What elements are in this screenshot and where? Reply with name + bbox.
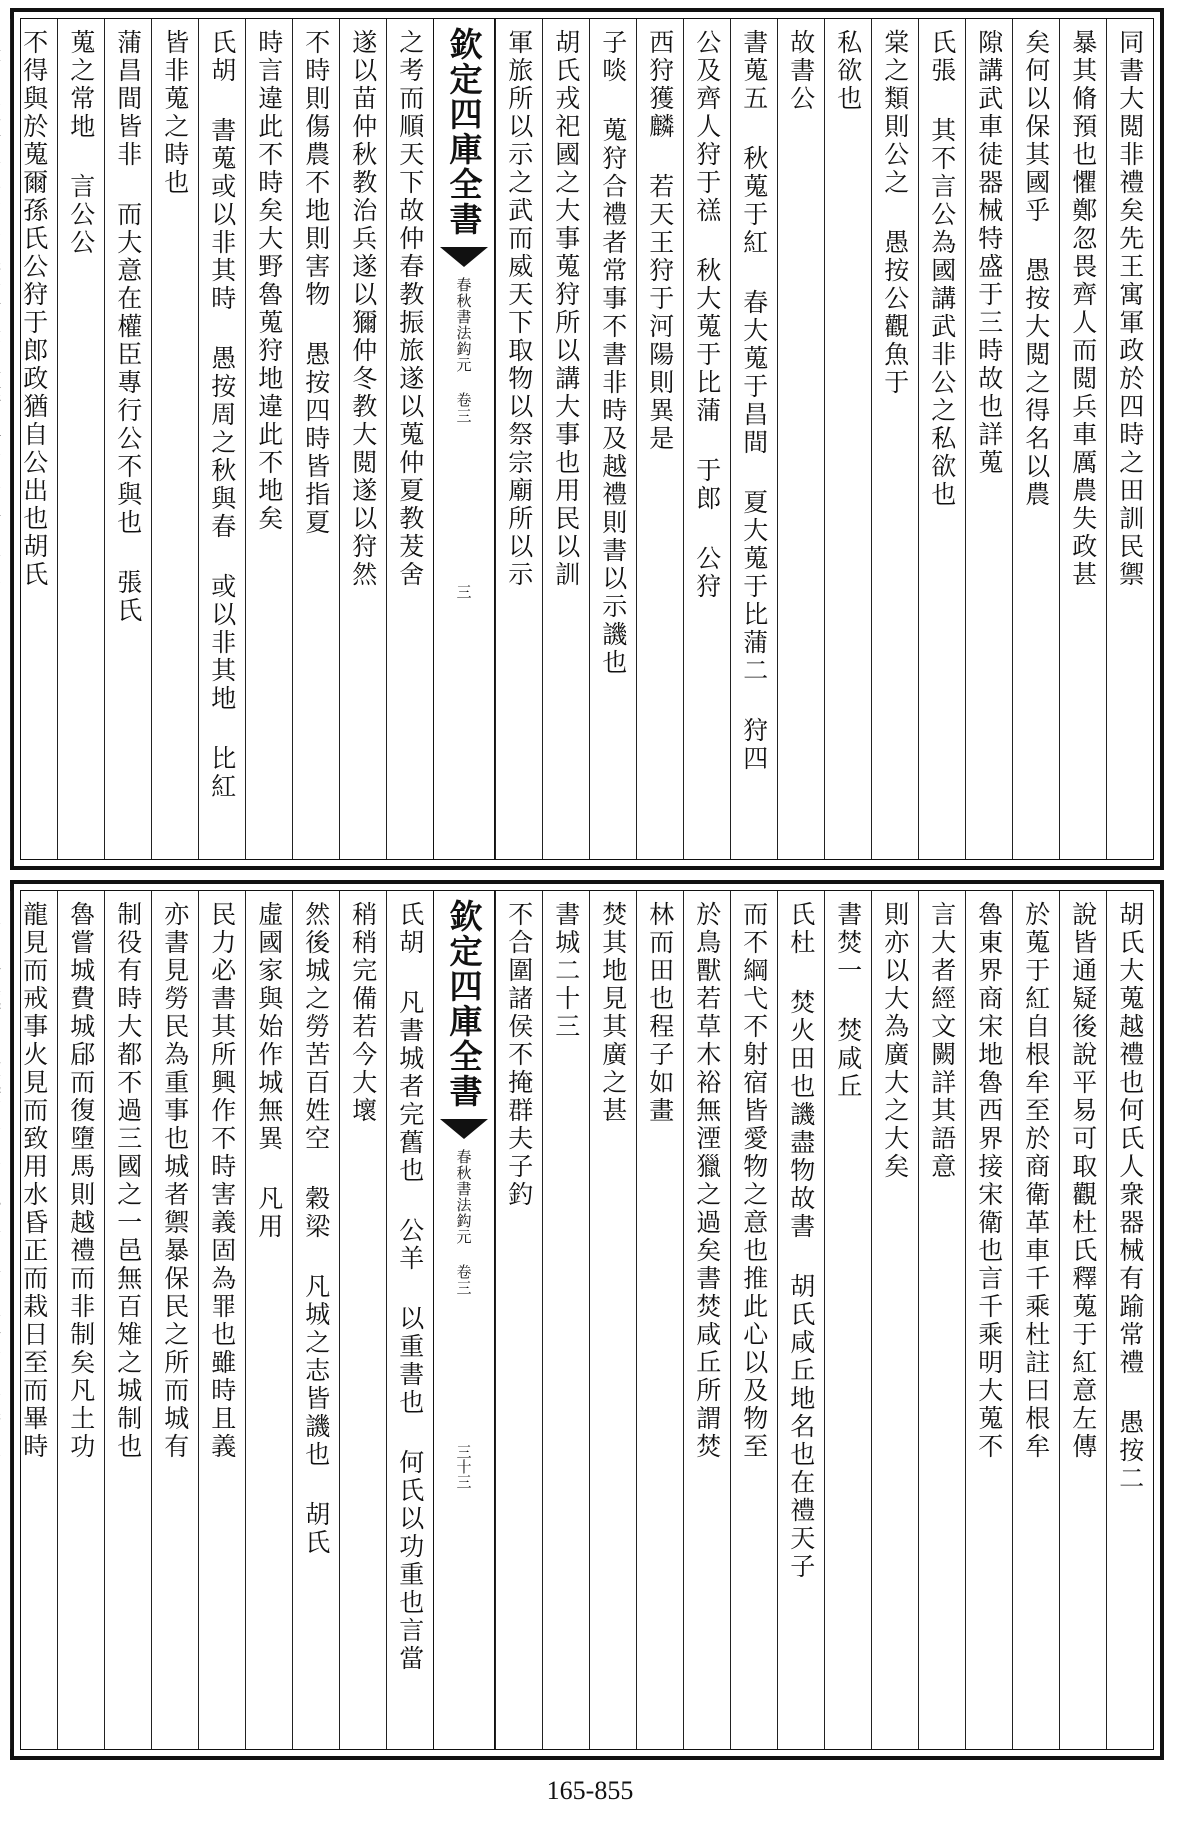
text-column <box>386 19 433 859</box>
folio-number: 三 <box>454 584 473 599</box>
column-text: 亦書見勞民為重事也城者禦暴保民之所而城有 <box>160 901 190 1461</box>
column-text: 時言違此不時矣大野魯蒐狩地違此不地矣 <box>254 29 284 533</box>
text-column <box>495 19 542 859</box>
text-column <box>589 19 636 859</box>
column-text: 龍見而戒事火見而致用水昏正而栽日至而畢時 <box>19 901 49 1461</box>
center-subtitle: 春秋書法鈎元 卷三 <box>454 277 473 424</box>
text-column <box>0 19 10 859</box>
column-text: 矣何以保其國乎 愚按大閲之得名以農 <box>1021 29 1051 509</box>
top-page-frame <box>20 18 1154 860</box>
bottom-page <box>10 880 1164 1760</box>
text-column <box>542 891 589 1749</box>
column-text: 林而田也程子如畫 <box>645 901 675 1125</box>
column-text: 言大者經文闕詳其語意 <box>927 901 957 1181</box>
text-column <box>104 19 151 859</box>
text-column <box>824 891 871 1749</box>
column-text: 皆非蒐之時也 <box>160 29 190 197</box>
text-column <box>10 891 57 1749</box>
text-column <box>0 891 10 1749</box>
column-text: 胡氏戎祀國之大事蒐狩所以講大事也用民以訓 <box>551 29 581 589</box>
column-text: 然後城之勞苦百姓空 穀梁 凡城之志皆譏也 胡氏 <box>301 901 331 1557</box>
text-column <box>10 19 57 859</box>
column-text: 書焚一 焚咸丘 <box>833 901 863 1101</box>
column-text: 氏胡 凡書城者完舊也 公羊 以重書也 何氏以功重也言當 <box>395 901 425 1673</box>
column-text: 隙講武車徒器械特盛于三時故也詳蒐 <box>974 29 1004 477</box>
top-page <box>10 8 1164 870</box>
column-text: 則亦以大為廣大之大矣 <box>880 901 910 1181</box>
text-column <box>292 891 339 1749</box>
column-text: 胡氏大蒐越禮也何氏人衆器械有踰常禮 愚按二 <box>1115 901 1145 1493</box>
column-text: 焚其地見其廣之甚 <box>598 901 628 1125</box>
text-column <box>1106 19 1153 859</box>
text-column <box>1106 891 1153 1749</box>
text-column <box>1059 891 1106 1749</box>
bottom-page-frame <box>20 890 1154 1750</box>
column-text: 氏胡 書蒐或以非其時 愚按周之秋與春 或以非其地 比紅 <box>207 29 237 801</box>
text-column <box>104 891 151 1749</box>
column-text: 於鳥獸若草木裕無湮獵之過矣書焚咸丘所謂焚 <box>692 901 722 1461</box>
column-text: 氏張 其不言公為國講武非公之私欲也 <box>927 29 957 509</box>
column-text <box>0 29 1 589</box>
text-column <box>1012 19 1059 859</box>
text-column <box>636 19 683 859</box>
text-column <box>777 891 824 1749</box>
text-column <box>589 891 636 1749</box>
column-text: 西狩獲麟 若天王狩于河陽則異是 <box>645 29 675 453</box>
text-column <box>683 891 730 1749</box>
center-fold <box>433 19 495 859</box>
text-column <box>777 19 824 859</box>
column-text: 故書公 <box>786 29 816 113</box>
column-text: 不時則傷農不地則害物 愚按四時皆指夏 <box>301 29 331 537</box>
text-column <box>198 19 245 859</box>
text-column <box>151 891 198 1749</box>
text-column <box>824 19 871 859</box>
folio-number: 三十三 <box>454 1444 473 1489</box>
column-text: 軍旅所以示之武而威天下取物以祭宗廟所以示 <box>504 29 534 589</box>
center-fold <box>433 891 495 1749</box>
column-text: 蒐之常地 言公公 <box>66 29 96 257</box>
text-column <box>542 19 589 859</box>
column-text: 稍稍完備若今大壞 <box>348 901 378 1125</box>
text-column <box>57 891 104 1749</box>
text-column <box>918 891 965 1749</box>
text-column <box>339 19 386 859</box>
column-text: 之考而順天下故仲春教振旅遂以蒐仲夏教茇舍 <box>395 29 425 589</box>
column-text: 魯嘗城費城郈而復墮馬則越禮而非制矣凡土功 <box>66 901 96 1461</box>
text-column <box>386 891 433 1749</box>
text-column <box>245 891 292 1749</box>
text-column <box>871 19 918 859</box>
text-column <box>730 19 777 859</box>
text-column <box>151 19 198 859</box>
column-text: 書蒐五 秋蒐于紅 春大蒐于昌間 夏大蒐于比蒲二 狩四 <box>739 29 769 773</box>
center-title: 欽定四庫全書 <box>444 27 484 237</box>
text-column <box>292 19 339 859</box>
column-text: 制役有時大都不過三國之一邑無百雉之城制也 <box>113 901 143 1461</box>
column-text <box>0 901 1 1461</box>
text-column <box>965 19 1012 859</box>
column-text: 不得與於蒐爾孫氏公狩于郎政猶自公出也胡氏 <box>19 29 49 589</box>
column-text: 遂以苗仲秋教治兵遂以獮仲冬教大閲遂以狩然 <box>348 29 378 589</box>
text-column <box>871 891 918 1749</box>
text-column <box>339 891 386 1749</box>
column-text: 氏杜 焚火田也譏盡物故書 胡氏咸丘地名也在禮天子 <box>786 901 816 1581</box>
text-column <box>918 19 965 859</box>
column-text: 而不綱弋不射宿皆愛物之意也推此心以及物至 <box>739 901 769 1461</box>
text-column <box>1012 891 1059 1749</box>
column-text: 於蒐于紅自根牟至於商衛革車千乘杜註曰根牟 <box>1021 901 1051 1461</box>
text-column <box>730 891 777 1749</box>
fish-tail-mark-icon <box>440 247 488 267</box>
fish-tail-mark-icon <box>440 1119 488 1139</box>
column-text: 暴其脩預也懼鄭忽畏齊人而閲兵車厲農失政甚 <box>1068 29 1098 589</box>
column-text: 蒲昌間皆非 而大意在權臣專行公不與也 張氏 <box>113 29 143 625</box>
page-number: 165-855 <box>546 1776 634 1805</box>
column-text: 民力必書其所興作不時害義固為罪也雖時且義 <box>207 901 237 1461</box>
column-text: 不合圍諸侯不掩群夫子釣 <box>504 901 534 1209</box>
column-text: 魯東界商宋地魯西界接宋衛也言千乘明大蒐不 <box>974 901 1004 1461</box>
center-subtitle: 春秋書法鈎元 卷三 <box>454 1149 473 1296</box>
text-column <box>198 891 245 1749</box>
text-column <box>965 891 1012 1749</box>
column-text: 同書大閲非禮矣先王寓軍政於四時之田訓民禦 <box>1115 29 1145 589</box>
column-text: 虛國家與始作城無異 凡用 <box>254 901 284 1241</box>
column-text: 棠之類則公之 愚按公觀魚于 <box>880 29 910 397</box>
text-column <box>57 19 104 859</box>
column-text: 子啖 蒐狩合禮者常事不書非時及越禮則書以示譏也 <box>598 29 628 677</box>
text-column <box>1059 19 1106 859</box>
center-title: 欽定四庫全書 <box>444 899 484 1109</box>
column-text: 說皆通疑後說平易可取觀杜氏釋蒐于紅意左傳 <box>1068 901 1098 1461</box>
text-column <box>683 19 730 859</box>
column-text: 私欲也 <box>833 29 863 113</box>
text-column <box>245 19 292 859</box>
text-column <box>495 891 542 1749</box>
text-column <box>636 891 683 1749</box>
column-text: 公及齊人狩于禚 秋大蒐于比蒲 于郎 公狩 <box>692 29 722 601</box>
column-text: 書城二十三 <box>551 901 581 1041</box>
